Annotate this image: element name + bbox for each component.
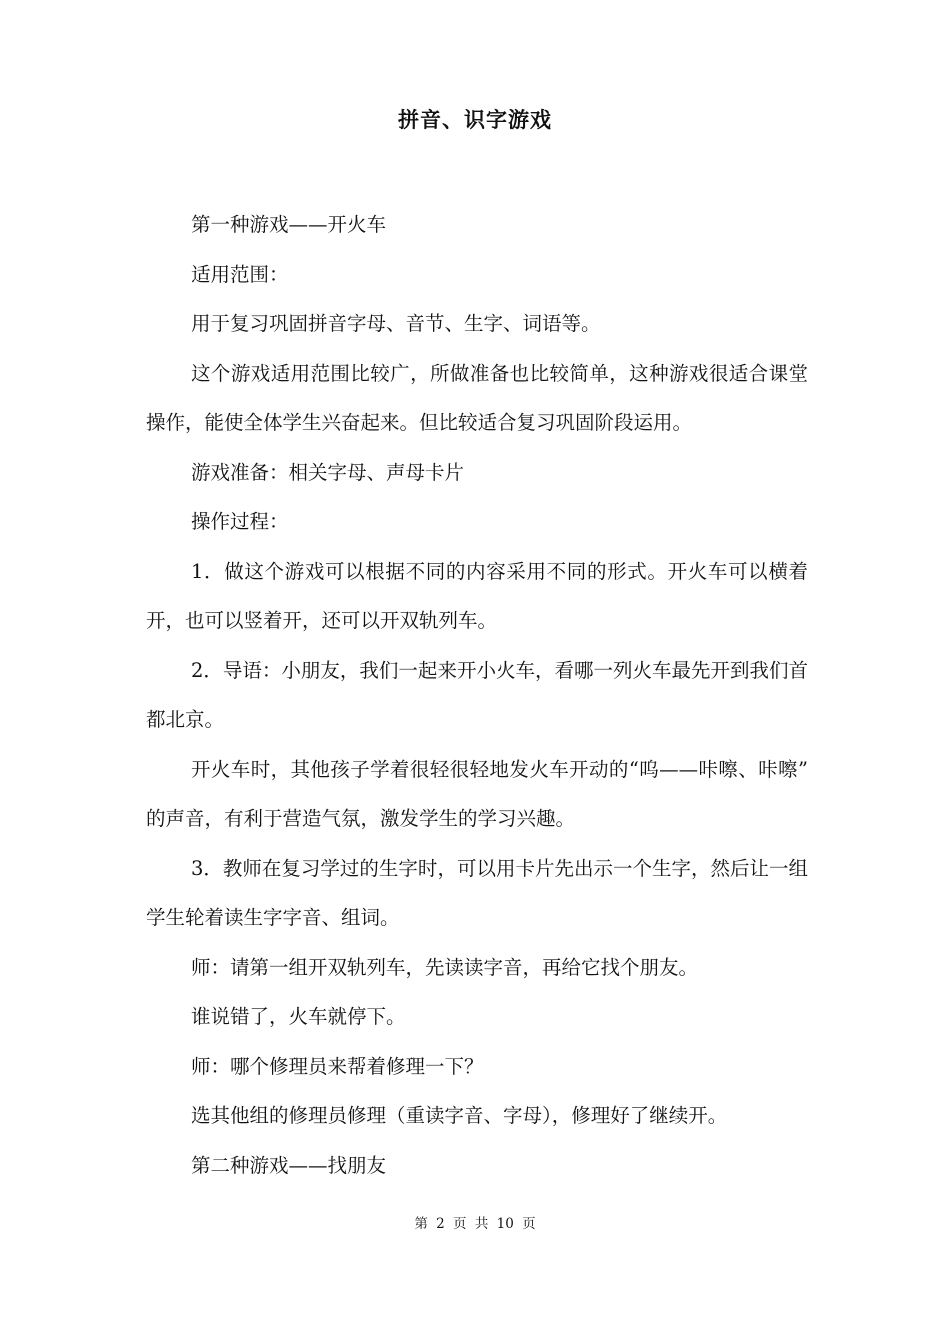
paragraph-game1-heading: 第一种游戏——开火车 <box>191 213 387 236</box>
paragraph-step-2: 2．导语：小朋友，我们一起来开小火车，看哪一列火车最先开到我们首都北京。 <box>146 658 808 731</box>
paragraph-procedure-heading: 操作过程： <box>191 510 289 533</box>
paragraph-repair-rule: 选其他组的修理员修理（重读字音、字母），修理好了继续开。 <box>191 1104 728 1127</box>
paragraph-scope-heading: 适用范围： <box>191 262 289 286</box>
paragraph-preparation: 游戏准备：相关字母、声母卡片 <box>191 460 465 484</box>
document-body <box>146 200 808 1190</box>
paragraph-teacher-line-1: 师：请第一组开双轨列车，先读读字音，再给它找个朋友。 <box>191 955 699 979</box>
paragraph-game1-description: 这个游戏适用范围比较广，所做准备也比较简单，这种游戏很适合课堂操作，能使全体学生兴奋起来。但比较适合复习巩固阶段运用。 <box>146 361 808 434</box>
page-footer: 第 2 页 共 10 页 <box>414 1216 536 1232</box>
paragraph-step-1: 1．做这个游戏可以根据不同的内容采用不同的形式。开火车可以横着开，也可以竖着开，还可以开双轨列车。 <box>146 559 808 632</box>
paragraph-scope-text: 用于复习巩固拼音字母、音节、生字、词语等。 <box>191 312 601 335</box>
paragraph-step-3: 3．教师在复习学过的生字时，可以用卡片先出示一个生字，然后让一组学生轮着读生字字音、组词。 <box>146 856 808 929</box>
paragraph-train-sound: 开火车时，其他孩子学着很轻很轻地发火车开动的“呜——咔嚓、咔嚓” 的声音，有利于营造气氛，激发学生的学习兴趣。 <box>146 757 808 830</box>
paragraph-game2-heading: 第二种游戏——找朋友 <box>191 1153 387 1177</box>
paragraph-stop-rule: 谁说错了，火车就停下。 <box>191 1005 406 1028</box>
paragraph-teacher-line-2: 师：哪个修理员来帮着修理一下？ <box>191 1054 484 1078</box>
document-title: 拼音、识字游戏 <box>398 108 552 132</box>
